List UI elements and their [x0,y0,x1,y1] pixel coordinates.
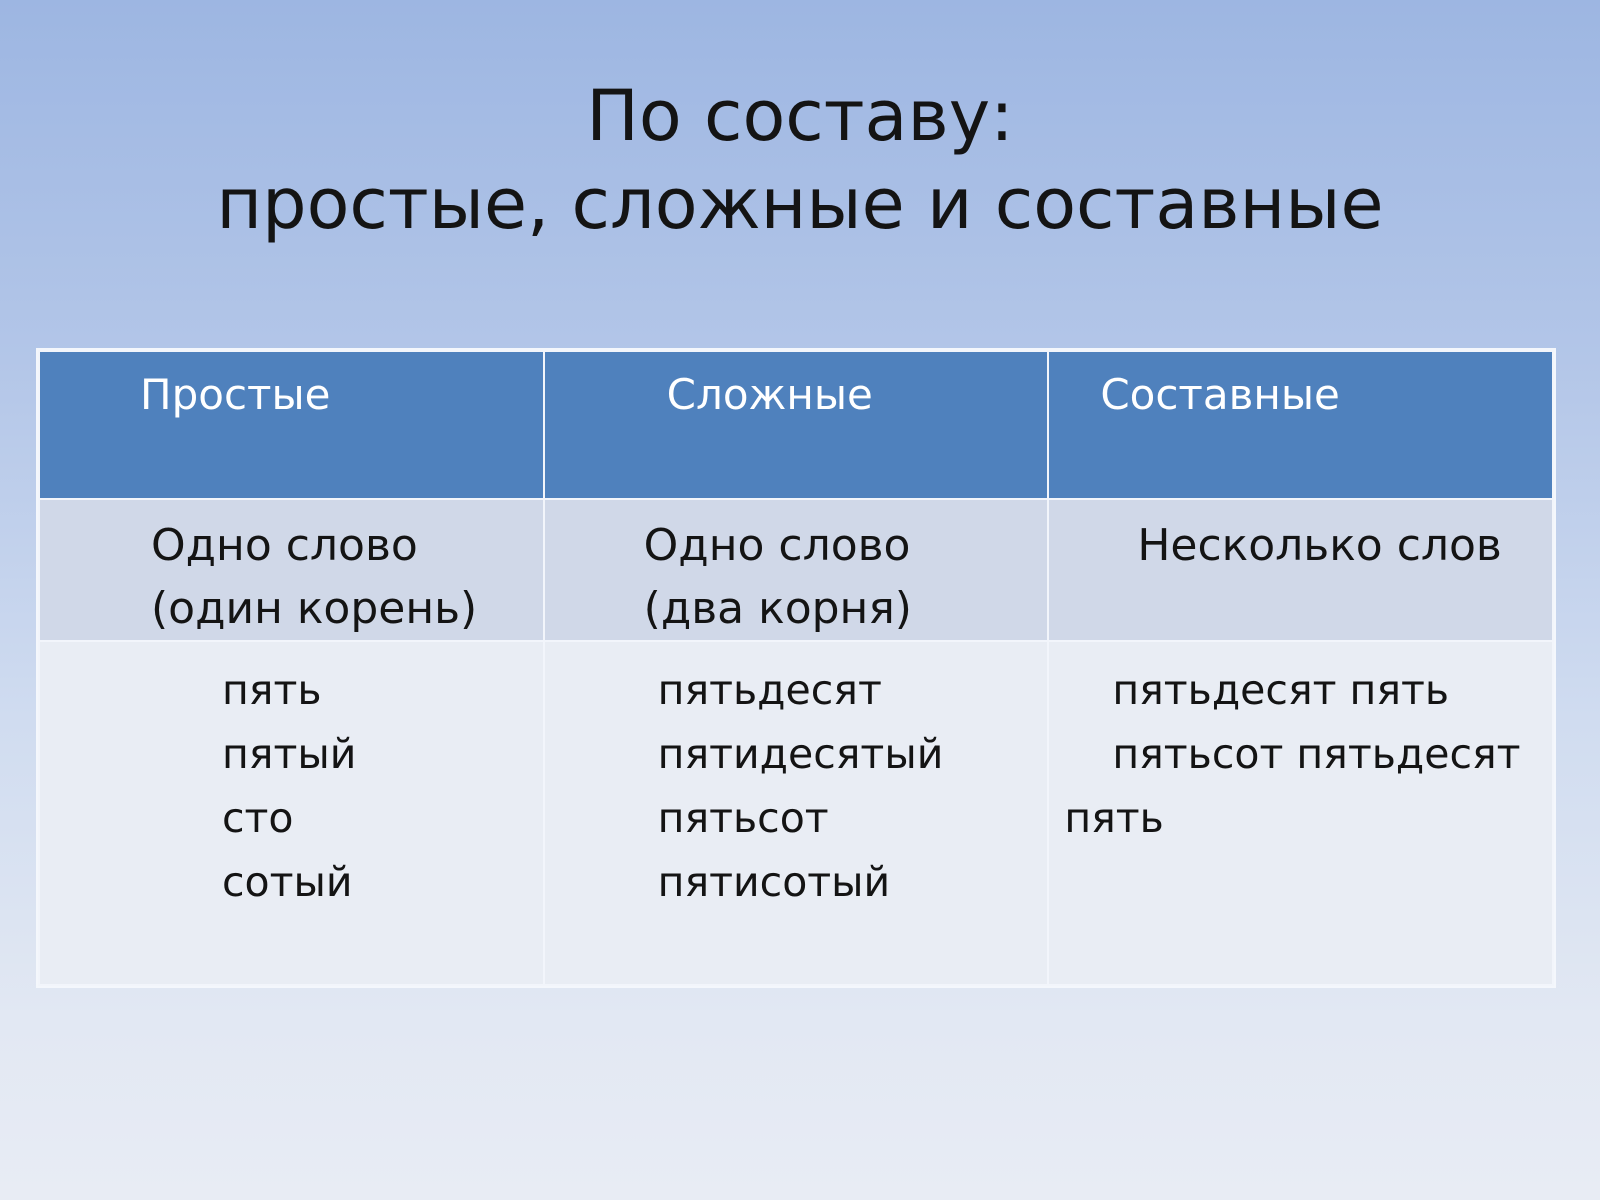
example-word: пять [222,666,322,714]
example-word: пятисотый [657,858,891,906]
header-cell-complex [544,351,1049,499]
description-cell-compound [1048,499,1553,641]
example-word: сто [222,794,294,842]
slide-title-line-2: простые, сложные и составные [216,163,1384,245]
example-word: пятьдесят пять [1112,666,1450,714]
examples-list-simple [40,642,543,914]
slide-title-line-1: По составу: [586,75,1014,157]
example-word: пятидесятый [657,730,944,778]
header-label-simple: Простые [140,370,331,419]
table-description-row [39,499,1553,641]
slide-title [0,72,1600,248]
description-complex-line-1: Одно слово [643,520,911,571]
example-word: сотый [222,858,353,906]
example-word: пять [1064,794,1164,842]
description-cell-complex [544,499,1049,641]
header-cell-simple [39,351,544,499]
examples-cell-simple [39,641,544,985]
example-word: пятьсот пятьдесят [1112,730,1521,778]
description-cell-simple [39,499,544,641]
numerals-table [36,348,1556,988]
table-header-row [39,351,1553,499]
example-word: пятьсот [657,794,829,842]
examples-cell-complex [544,641,1049,985]
header-label-compound: Составные [1100,370,1340,419]
description-simple-line-1: Одно слово [151,520,418,571]
description-complex-line-2: (два корня) [643,583,912,634]
header-label-complex: Сложные [666,370,873,419]
table-examples-row [39,641,1553,985]
examples-list-compound [1049,642,1552,850]
examples-cell-compound [1048,641,1553,985]
description-simple-line-2: (один корень) [151,583,478,634]
numerals-table-grid [38,350,1554,986]
header-cell-compound [1048,351,1553,499]
example-word: пятьдесят [657,666,882,714]
example-word: пятый [222,730,357,778]
examples-list-complex [545,642,1048,914]
description-compound-line-1: Несколько слов [1137,520,1502,571]
